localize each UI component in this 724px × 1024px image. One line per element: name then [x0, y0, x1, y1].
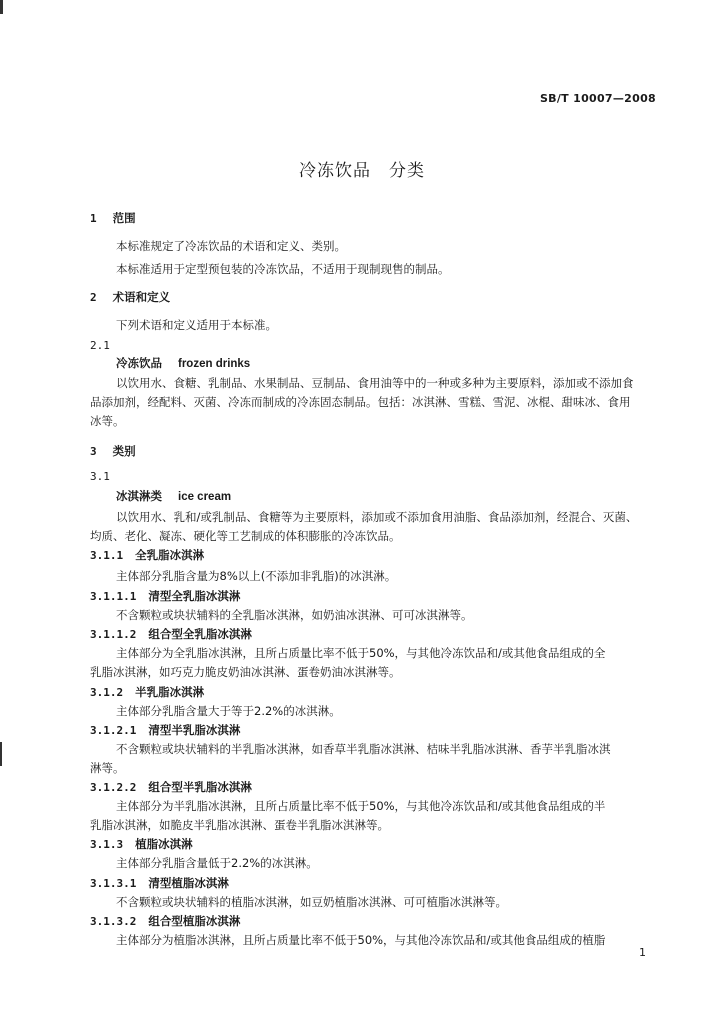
- paragraph-line: 不含颗粒或块状辅料的全乳脂冰淇淋，如奶油冰淇淋、可可冰淇淋等。: [116, 608, 473, 622]
- paragraph-line: 不含颗粒或块状辅料的半乳脂冰淇淋，如香草半乳脂冰淇淋、桔味半乳脂冰淇淋、香芋半乳脂冰淇: [116, 742, 611, 756]
- scan-edge-mark: [0, 742, 2, 766]
- paragraph-line: 主体部分乳脂含量低于2.2%的冰淇淋。: [116, 856, 318, 870]
- paragraph-line: 主体部分为全乳脂冰淇淋，且所占质量比率不低于50%，与其他冷冻饮品和/或其他食品组成的全: [116, 646, 606, 660]
- paragraph-line: 冰等。: [90, 414, 125, 428]
- section-heading: 2 术语和定义: [90, 290, 171, 304]
- title-sub: 分类: [389, 161, 425, 181]
- clause-heading: 3.1.1.2 组合型全乳脂冰淇淋: [90, 627, 252, 641]
- paragraph-line: 下列术语和定义适用于本标准。: [116, 318, 277, 332]
- scan-edge-mark: [0, 0, 3, 14]
- clause-heading: 3.1.2 半乳脂冰淇淋: [90, 685, 205, 699]
- clause-heading: 3.1.3 植脂冰淇淋: [90, 837, 193, 851]
- paragraph-line: 以饮用水、乳和/或乳制品、食糖等为主要原料，添加或不添加食用油脂、食品添加剂，经混合、灭菌、: [116, 510, 638, 524]
- clause-heading: 3.1.3.1 清型植脂冰淇淋: [90, 876, 229, 890]
- paragraph-line: 乳脂冰淇淋，如脆皮半乳脂冰淇淋、蛋卷半乳脂冰淇淋等。: [90, 818, 389, 832]
- clause-heading: 3.1.2.2 组合型半乳脂冰淇淋: [90, 780, 252, 794]
- paragraph-line: 品添加剂，经配料、灭菌、冷冻而制成的冷冻固态制品。包括：冰淇淋、雪糕、雪泥、冰棍、甜味冰、食用: [90, 395, 631, 409]
- section-heading: 1 范围: [90, 211, 136, 225]
- paragraph-line: 主体部分为半乳脂冰淇淋，且所占质量比率不低于50%，与其他冷冻饮品和/或其他食品组成的半: [116, 799, 606, 813]
- page-number: 1: [639, 946, 646, 959]
- clause-number: 3.1: [90, 470, 110, 483]
- paragraph-line: 淋等。: [90, 761, 125, 775]
- paragraph-line: 以饮用水、食糖、乳制品、水果制品、豆制品、食用油等中的一种或多种为主要原料，添加或不添加食: [116, 376, 634, 390]
- paragraph-line: 主体部分为植脂冰淇淋，且所占质量比率不低于50%，与其他冷冻饮品和/或其他食品组成的植脂: [116, 933, 606, 947]
- clause-number: 2.1: [90, 339, 110, 352]
- term-heading: 冰淇淋类 ice cream: [116, 489, 232, 503]
- paragraph-line: 本标准适用于定型预包装的冷冻饮品，不适用于现制现售的制品。: [116, 262, 450, 276]
- paragraph-line: 主体部分乳脂含量大于等于2.2%的冰淇淋。: [116, 704, 341, 718]
- title-main: 冷冻饮品: [299, 161, 371, 181]
- section-heading: 3 类别: [90, 444, 136, 458]
- clause-heading: 3.1.1 全乳脂冰淇淋: [90, 548, 205, 562]
- paragraph-line: 不含颗粒或块状辅料的植脂冰淇淋，如豆奶植脂冰淇淋、可可植脂冰淇淋等。: [116, 895, 507, 909]
- term-heading: 冷冻饮品 frozen drinks: [116, 356, 251, 370]
- paragraph-line: 主体部分乳脂含量为8%以上(不添加非乳脂)的冰淇淋。: [116, 569, 397, 583]
- clause-heading: 3.1.1.1 清型全乳脂冰淇淋: [90, 589, 241, 603]
- clause-heading: 3.1.2.1 清型半乳脂冰淇淋: [90, 723, 241, 737]
- paragraph-line: 均质、老化、凝冻、硬化等工艺制成的体积膨胀的冷冻饮品。: [90, 529, 401, 543]
- paragraph-line: 本标准规定了冷冻饮品的术语和定义、类别。: [116, 239, 346, 253]
- clause-heading: 3.1.3.2 组合型植脂冰淇淋: [90, 914, 241, 928]
- paragraph-line: 乳脂冰淇淋，如巧克力脆皮奶油冰淇淋、蛋卷奶油冰淇淋等。: [90, 665, 401, 679]
- standard-code: SB/T 10007—2008: [539, 92, 656, 105]
- document-title: [0, 156, 724, 181]
